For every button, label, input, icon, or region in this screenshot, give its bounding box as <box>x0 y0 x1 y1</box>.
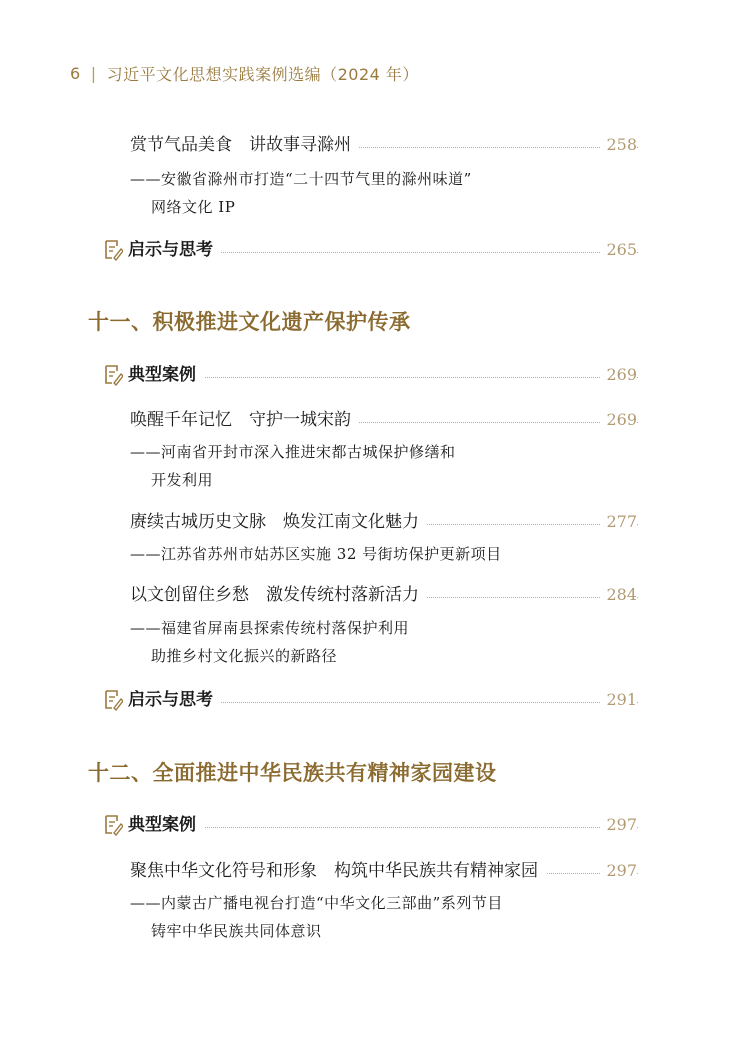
toc-page-number: 297 <box>600 810 637 840</box>
toc-entry-title: 赓续古城历史文脉 焕发江南文化魅力 <box>130 507 427 537</box>
toc-entry[interactable] <box>0 130 750 160</box>
toc-entry[interactable] <box>0 856 750 886</box>
toc-entry-title: 典型案例 <box>128 810 204 840</box>
toc-page-number: 297 <box>600 856 637 886</box>
toc-entry-title: 启示与思考 <box>128 685 221 715</box>
document-pen-icon <box>103 814 123 836</box>
toc-page-number: 258 <box>600 130 637 160</box>
toc-entry-title: 启示与思考 <box>128 235 221 265</box>
toc-entry-subtitle: 网络文化 IP <box>151 198 236 216</box>
toc-entry-subtitle: ——江苏省苏州市姑苏区实施 32 号街坊保护更新项目 <box>130 545 502 563</box>
toc-entry-reflection[interactable] <box>0 685 750 715</box>
leader-dots <box>140 377 638 378</box>
header-page-number: 6 <box>70 64 81 83</box>
document-pen-icon <box>103 239 123 261</box>
toc-entry-subtitle: ——福建省屏南县探索传统村落保护利用 <box>130 619 410 637</box>
toc-entry-title: 聚焦中华文化符号和形象 构筑中华民族共有精神家园 <box>130 856 546 886</box>
toc-entry[interactable] <box>0 405 750 435</box>
document-pen-icon <box>103 364 123 386</box>
leader-dots <box>140 827 638 828</box>
toc-page-number: 291 <box>600 685 637 715</box>
toc-entry-subtitle: 开发利用 <box>151 471 214 489</box>
document-pen-icon <box>103 689 123 711</box>
toc-page-number: 284 <box>600 580 637 610</box>
toc-page-number: 277 <box>600 507 637 537</box>
toc-entry-title: 唤醒千年记忆 守护一城宋韵 <box>130 405 359 435</box>
toc-entry-subtitle: ——内蒙古广播电视台打造“中华文化三部曲”系列节目 <box>130 894 503 912</box>
toc-entry-reflection[interactable] <box>0 235 750 265</box>
toc-page-number: 269 <box>600 405 637 435</box>
toc-entry-subtitle: ——河南省开封市深入推进宋都古城保护修缮和 <box>130 443 456 461</box>
toc-entry[interactable] <box>0 580 750 610</box>
toc-page-number: 265 <box>600 235 637 265</box>
section-heading[interactable]: 十二、全面推进中华民族共有精神家园建设 <box>88 760 497 785</box>
toc-entry-subtitle: 助推乡村文化振兴的新路径 <box>151 647 338 665</box>
toc-entry-cases[interactable] <box>0 810 750 840</box>
toc-entry-subtitle: ——安徽省滁州市打造“二十四节气里的滁州味道” <box>130 170 472 188</box>
toc-entry-title: 典型案例 <box>128 360 204 390</box>
toc-entry-cases[interactable] <box>0 360 750 390</box>
toc-entry-title: 以文创留住乡愁 激发传统村落新活力 <box>130 580 427 610</box>
toc-page-number: 269 <box>600 360 637 390</box>
section-heading[interactable]: 十一、积极推进文化遗产保护传承 <box>88 309 411 334</box>
toc-entry[interactable] <box>0 507 750 537</box>
header-book-title: 习近平文化思想实践案例选编（2024 年） <box>106 65 419 84</box>
header-separator: | <box>90 64 97 83</box>
toc-entry-subtitle: 铸牢中华民族共同体意识 <box>151 922 322 940</box>
toc-entry-title: 赏节气品美食 讲故事寻滁州 <box>130 130 359 160</box>
running-header <box>70 62 419 85</box>
